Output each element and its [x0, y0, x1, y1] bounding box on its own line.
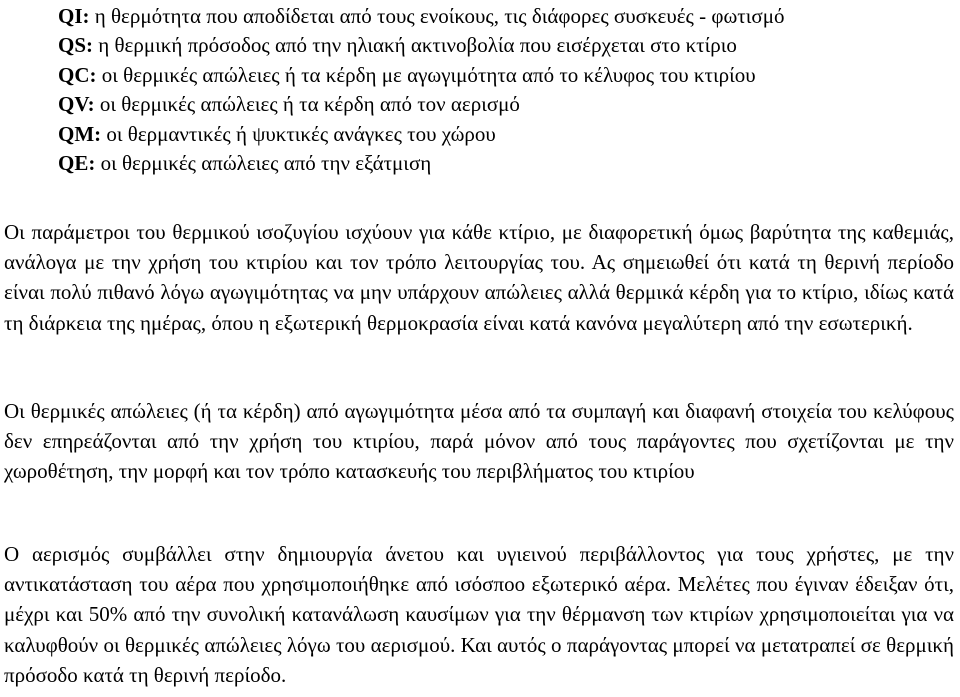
- definition-text: η θερμική πρόσοδος από την ηλιακή ακτινοβολία που εισέρχεται στο κτίριο: [93, 33, 737, 58]
- definition-qm: [58, 120, 784, 149]
- definition-qv: [58, 90, 784, 119]
- definition-text: η θερμότητα που αποδίδεται από τους ενοίκους, τις διάφορες συσκευές - φωτισμό: [89, 4, 785, 28]
- definition-text: οι θερμικές απώλειες από την εξάτμιση: [95, 151, 432, 176]
- definition-qc: [58, 61, 784, 90]
- paragraph-text: Οι θερμικές απώλειες (ή τα κέρδη) από αγωγιμότητα μέσα από τα συμπαγή και διαφανή στοιχεία του κελύφους δεν επηρεάζονται από την χρήση του κτιρίου, παρά μόνον από τους παράγοντες που σχετίζονται με την χωροθέτηση, την μορφή και τον τρόπο κατασκευής του περιβλήματος του κτιρίου: [4, 399, 954, 484]
- definition-text: οι θερμαντικές ή ψυκτικές ανάγκες του χώρου: [101, 121, 496, 146]
- definition-term: QS:: [58, 33, 94, 58]
- paragraph-conduction-losses: [4, 396, 954, 487]
- definition-term: QC:: [58, 62, 97, 87]
- definition-term: QV:: [58, 92, 95, 117]
- paragraph-ventilation: [4, 539, 954, 690]
- paragraph-thermal-balance: [4, 217, 954, 338]
- paragraph-text: Οι παράμετροι του θερμικού ισοζυγίου ισχύουν για κάθε κτίριο, με διαφορετική όμως βαρύτητα της καθεμιάς, ανάλογα με την χρήση του κτιρίου και τον τρόπο λειτουργίας του. Ας σημειωθεί ότι κατά τη θερινή περίοδο είναι πολύ πιθανό λόγω αγωγιμότητας να μην υπάρχουν απώλειες αλλά θερμικά κέρδη για το κτίριο, ιδίως κατά τη διάρκεια της ημέρας, όπου η εξωτερική θερμοκρασία είναι κατά κανόνα μεγαλύτερη από την εσωτερική.: [4, 220, 954, 335]
- definition-qi: [58, 2, 784, 31]
- definition-qe: [58, 149, 784, 178]
- definition-term: QE:: [58, 151, 96, 176]
- definition-term: QM:: [58, 121, 102, 146]
- definition-text: οι θερμικές απώλειες ή τα κέρδη με αγωγιμότητα από το κέλυφος του κτιρίου: [96, 62, 756, 87]
- definition-qs: [58, 31, 784, 60]
- definitions-list: [58, 2, 784, 178]
- definition-term: QI:: [58, 4, 90, 28]
- paragraph-text: Ο αερισμός συμβάλλει στην δημιουργία άνετου και υγιεινού περιβάλλοντος για τους χρήστες, με την αντικατάσταση του αέρα που χρησιμοποιήθηκε από ισόσποο εξωτερικό αέρα. Μελέτες που έγιναν έδειξαν ότι, μέχρι και 50% από την συνολική κατανάλωση καυσίμων για την θέρμανση των κτιρίων χρησιμοποιείται για να καλυφθούν οι θερμικές απώλειες λόγω του αερισμού. Και αυτός ο παράγοντας μπορεί να μετατραπεί σε θερμική πρόσοδο κατά τη θερινή περίοδο.: [4, 542, 954, 687]
- definition-text: οι θερμικές απώλειες ή τα κέρδη από τον αερισμό: [94, 92, 520, 117]
